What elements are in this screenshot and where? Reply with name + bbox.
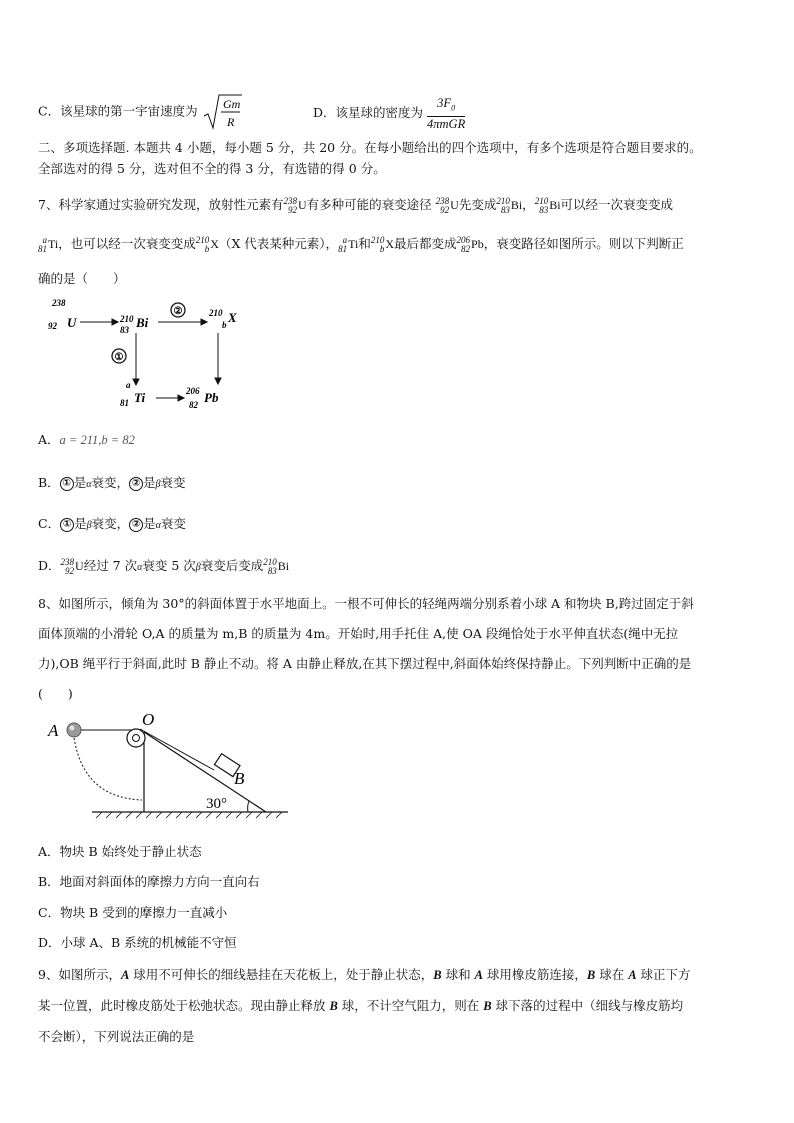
- nuclide-pre: [338, 236, 347, 254]
- nuclide-x: [371, 236, 394, 254]
- nuclide-z: 92: [65, 566, 75, 577]
- q7-option-b: [38, 475, 185, 493]
- q9-l2a: 某一位置，此时橡皮筋处于松弛状态。现由静止释放: [38, 998, 330, 1013]
- arrowhead-icon: [112, 319, 118, 325]
- q7-t7: （X 代表某种元素），: [218, 236, 339, 251]
- nuclide-pre: [38, 236, 47, 254]
- q9-line3: 不会断），下列说法正确的是: [38, 1029, 195, 1044]
- nuclide-z: 83: [539, 205, 549, 216]
- ball-highlight: [70, 726, 75, 731]
- q7-d-t1: 经过 7 次: [83, 558, 138, 573]
- q9-l2b: 球，不计空气阻力，则在: [337, 998, 484, 1013]
- nuclide-a: 210: [534, 196, 549, 207]
- nuclide-sym: X: [210, 237, 219, 251]
- nuclide-pre: [535, 197, 549, 215]
- q8-option-b: B．地面对斜面体的摩擦力方向一直向右: [38, 874, 260, 889]
- diag-pb-a: 206: [186, 386, 200, 396]
- circle-1-icon: ①: [60, 477, 74, 491]
- q7-option-a-text: a = 211,b = 82: [59, 433, 135, 447]
- sqrt-gm-over-r: [202, 92, 242, 132]
- diag-path1-label: ①: [114, 352, 124, 363]
- q6-option-d: [313, 96, 465, 131]
- q9-line2: [38, 998, 683, 1014]
- q9-l1d: 球用橡皮筋连接，: [482, 967, 587, 982]
- nuclide-pre: [61, 558, 75, 576]
- q7-c-t2: 衰变，: [91, 516, 130, 531]
- nuclide-z: 82: [461, 244, 471, 255]
- nuclide-u238: [436, 197, 459, 215]
- nuclide-bi210: [263, 558, 289, 576]
- q7-t6: ，也可以经一次衰变变成: [58, 236, 196, 251]
- nuclide-x: [196, 236, 219, 254]
- nuclide-z: 83: [500, 205, 510, 216]
- nuclide-z: 92: [287, 205, 297, 216]
- nuclide-sym: Ti: [348, 237, 359, 251]
- diag-x-z: b: [222, 320, 227, 330]
- q8-option-c: C．物块 B 受到的摩擦力一直减小: [38, 905, 228, 920]
- q9-l1a: 9、如图所示，: [38, 967, 121, 982]
- q7-c-t1: 是: [74, 516, 87, 531]
- q7-c-t3: 是: [143, 516, 156, 531]
- nuclide-z: 92: [440, 205, 450, 216]
- ball-a: [67, 723, 81, 737]
- q8-line2: 面体顶端的小滑轮 O,A 的质量为 m,B 的质量为 4m。开始时,用手托住 A,使 OA 段绳恰处于水平伸直状态(绳中无拉: [38, 626, 679, 641]
- nuclide-sym: U: [297, 198, 307, 212]
- q9-l2c: 球下落的过程中（细线与橡皮筋均: [491, 998, 684, 1013]
- nuclide-sym: Ti: [48, 237, 59, 251]
- density-num-text: 3F: [437, 96, 452, 110]
- q7-option-a: [38, 432, 135, 448]
- diag-pb: Pb: [204, 390, 219, 405]
- density-numerator: [427, 96, 465, 117]
- nuclide-a: 206: [456, 235, 471, 246]
- density-num-sub: 0: [451, 103, 456, 113]
- q7-line3: 确的是（ ）: [38, 271, 126, 286]
- q9-l1f: 球正下方: [636, 967, 691, 982]
- label-angle: 30°: [206, 796, 227, 812]
- q9-l1b: 球用不可伸长的细线悬挂在天花板上，处于静止状态，: [129, 967, 434, 982]
- angle-arc: [248, 801, 249, 812]
- nuclide-a: 238: [283, 196, 297, 207]
- nuclide-ti: [338, 236, 358, 254]
- nuclide-z: b: [204, 244, 210, 255]
- nuclide-pre: [457, 236, 471, 254]
- nuclide-sym: Bi: [277, 559, 290, 573]
- nuclide-pre: [283, 197, 297, 215]
- q7-t8: 和: [358, 236, 371, 251]
- q7-option-d: [38, 558, 289, 576]
- nuclide-sym: U: [75, 559, 84, 573]
- q7-option-c-label: C．: [38, 516, 61, 531]
- q6-sqrt-num: Gm: [222, 97, 240, 111]
- q9-line1: [38, 967, 691, 983]
- nuclide-a: 210: [195, 235, 210, 246]
- q9-b: B: [483, 999, 492, 1013]
- q9-b: B: [586, 968, 596, 982]
- nuclide-z: 81: [338, 244, 348, 255]
- q7-c-t4: 衰变: [160, 516, 186, 531]
- q7-option-b-label: B．: [38, 475, 60, 490]
- q7-option-d-label: D．: [38, 558, 61, 573]
- nuclide-sym: Pb: [471, 237, 484, 251]
- q8-line3: 力),OB 绳平行于斜面,此时 B 静止不动。将 A 由静止释放,在其下摆过程中,斜面体始终保持静止。下列判断中正确的是: [38, 656, 692, 671]
- nuclide-pre: [196, 236, 210, 254]
- nuclide-a: 210: [496, 196, 510, 207]
- diag-ti: Ti: [134, 390, 146, 405]
- arrowhead-icon: [178, 395, 184, 401]
- diag-u-a: 238: [52, 298, 66, 308]
- nuclide-sym: X: [385, 237, 394, 251]
- nuclide-ti: [38, 236, 58, 254]
- q7-line1: [38, 197, 673, 215]
- q7-t9: 最后都变成: [394, 236, 457, 251]
- nuclide-pre: [371, 236, 385, 254]
- q9-a: A: [120, 968, 130, 982]
- q7-option-a-label: A．: [38, 432, 60, 447]
- diag-ti-z: 81: [120, 398, 129, 408]
- nuclide-z: b: [379, 244, 385, 255]
- incline-surface: [144, 732, 266, 812]
- decay-diagram: [38, 296, 268, 416]
- q8-line1: 8、如图所示，倾角为 30°的斜面体置于水平地面上。一根不可伸长的轻绳两端分别系着小球 A 和物块 B,跨过固定于斜: [38, 596, 694, 611]
- nuclide-pb: [457, 236, 484, 254]
- nuclide-sym: Bi: [510, 198, 523, 212]
- diag-x-a: 210: [209, 308, 223, 318]
- q7-d-alpha: α: [137, 562, 143, 573]
- diag-bi-z: 83: [120, 325, 129, 335]
- nuclide-a: 238: [60, 557, 75, 568]
- q9-b: B: [329, 999, 338, 1013]
- diag-bi-a: 210: [120, 314, 134, 324]
- q7-d-beta: β: [195, 562, 201, 573]
- q6-option-c: [38, 92, 242, 132]
- q6-option-d-label: D．该星球的密度为: [313, 104, 424, 120]
- nuclide-sym: Bi: [549, 198, 561, 212]
- label-o: O: [142, 710, 155, 729]
- q8-option-a: A．物块 B 始终处于静止状态: [38, 844, 202, 859]
- diag-pb-z: 82: [189, 400, 198, 410]
- arrowhead-icon: [133, 379, 139, 385]
- nuclide-sym: U: [450, 198, 459, 212]
- sqrt-sign-icon: [202, 92, 242, 132]
- q7-b-t1: 是: [73, 475, 87, 490]
- q7-b-t2: 衰变，: [91, 475, 129, 490]
- q7-b-t4: 衰变: [160, 475, 186, 490]
- diag-bi: Bi: [136, 315, 149, 330]
- nuclide-a: a: [42, 235, 47, 246]
- nuclide-pre: [496, 197, 510, 215]
- diag-ti-a: a: [126, 380, 131, 390]
- q8-option-d: D．小球 A、B 系统的机械能不守恒: [38, 935, 237, 950]
- pulley-axle-icon: [133, 735, 140, 742]
- q9-l1e: 球在: [595, 967, 629, 982]
- circle-1-icon: ①: [60, 518, 74, 532]
- q6-sqrt-den: R: [226, 115, 234, 129]
- q7-option-c: [38, 516, 186, 534]
- nuclide-a: 210: [370, 235, 385, 246]
- q7-line2: [38, 236, 684, 254]
- label-a: A: [48, 721, 59, 740]
- q9-a: A: [628, 968, 637, 982]
- nuclide-a: 210: [263, 557, 277, 568]
- arrowhead-icon: [215, 378, 221, 384]
- q8-line4: ( ): [38, 686, 73, 701]
- diag-u-z: 92: [48, 321, 57, 331]
- incline-figure: [44, 708, 294, 828]
- nuclide-pre: [436, 197, 450, 215]
- q7-t1: 7、科学家通过实验研究发现，放射性元素有: [38, 197, 284, 212]
- q7-d-t3: 衰变后变成: [200, 558, 264, 573]
- q7-b-alpha: α: [86, 479, 92, 490]
- ground-hatch: [96, 812, 282, 818]
- q7-c-beta: β: [86, 520, 92, 531]
- nuclide-z: 81: [38, 244, 47, 255]
- nuclide-u238: [283, 197, 306, 215]
- circle-2-icon: ②: [129, 518, 143, 532]
- arrowhead-icon: [201, 319, 207, 325]
- diag-path2-label: ②: [173, 306, 183, 317]
- nuclide-a: a: [342, 235, 348, 246]
- nuclide-bi210: [496, 197, 522, 215]
- nuclide-z: 83: [267, 566, 277, 577]
- circle-2-icon: ②: [129, 477, 143, 491]
- q7-t10: ，衰变路径如图所示。则以下判断正: [483, 236, 684, 251]
- rope-ob: [140, 729, 214, 770]
- diag-x: X: [228, 310, 237, 325]
- section2-line1: 二、多项选择题. 本题共 4 小题，每小题 5 分，共 20 分。在每小题给出的四个选项中，有多个选项是符合题目要求的。: [38, 140, 702, 155]
- q9-b: B: [433, 968, 442, 982]
- section2-line2: 全部选对的得 5 分，选对但不全的得 3 分，有选错的得 0 分。: [38, 161, 386, 176]
- q6-option-c-label: C．该星球的第一宇宙速度为: [38, 103, 198, 119]
- density-fraction: [427, 96, 465, 131]
- nuclide-pre: [263, 558, 277, 576]
- q7-t5: 可以经一次衰变变成: [560, 197, 674, 212]
- label-b: B: [234, 769, 245, 788]
- q7-b-t3: 是: [142, 475, 156, 490]
- q9-l1c: 球和: [441, 967, 475, 982]
- q7-c-alpha: α: [155, 520, 161, 531]
- density-denominator: 4πmGR: [427, 116, 466, 131]
- q7-t2: 有多种可能的衰变途径: [306, 197, 432, 212]
- swing-path: [74, 738, 142, 800]
- q7-b-beta: β: [155, 479, 161, 490]
- q7-d-t2: 衰变 5 次: [142, 558, 196, 573]
- diag-u: U: [67, 315, 77, 330]
- q7-t3: 先变成: [458, 197, 497, 212]
- q9-a: A: [474, 968, 483, 982]
- nuclide-a: 238: [435, 196, 450, 207]
- nuclide-bi210: [535, 197, 561, 215]
- nuclide-u238: [61, 558, 84, 576]
- q7-t4: ，: [522, 197, 535, 212]
